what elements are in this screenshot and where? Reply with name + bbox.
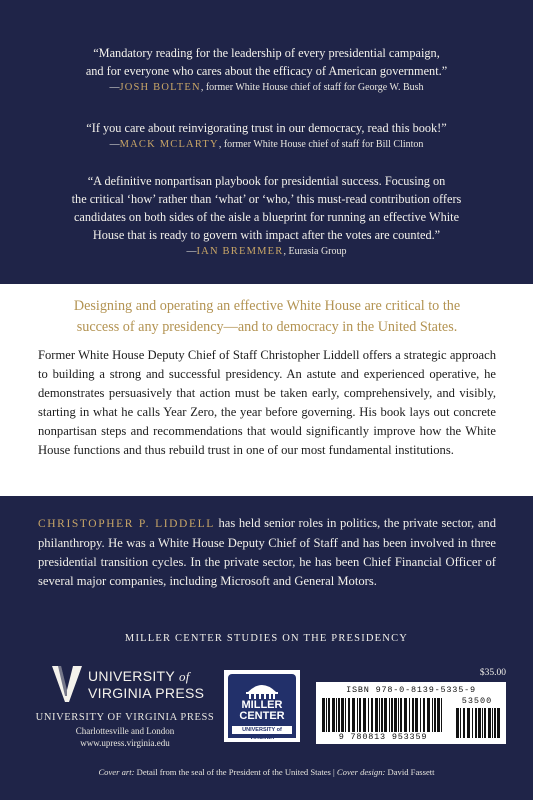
barcode-addon-number: 53500 [461,696,493,706]
uva-press-logo-text: UNIVERSITY of VIRGINIA PRESS [88,668,205,701]
quote-text-line: the critical ‘how’ rather than ‘what’ or ‘who,’ this must-read contribution offers [71,192,462,206]
rotunda-icon [228,676,296,700]
miller-center-logo: MILLER CENTER UNIVERSITY of VIRGINIA [224,670,300,742]
description-panel [0,284,533,496]
barcode-addon-bars-icon [456,708,500,738]
book-description: Former White House Deputy Chief of Staff Christopher Liddell offers a strategic approach to building a strong and successful presidency. An astute and experienced operative, he demonstrates persuasively that action must be taken early, comprehensively, and visibly, starting in what he calls Year Zero, the year before governing. His book lays out concrete nonpartisan steps and recommendations that would significantly improve how the White House functions and thus rebuild trust in one of our most fundamental institutions. [38,348,496,457]
quote-text-line: “A definitive nonpartisan playbook for presidential success. Focusing on [87,174,446,188]
quote-bremmer [28,172,505,260]
quote-role: , former White House chief of staff for Bill Clinton [218,139,424,150]
series-title: MILLER CENTER STUDIES ON THE PRESIDENCY [124,633,409,644]
author-name: CHRISTOPHER P. LIDDELL [38,518,215,530]
quote-role: , Eurasia Group [283,246,347,257]
quote-text-line: and for everyone who cares about the efficacy of American government.” [85,64,448,78]
quote-text-line: “Mandatory reading for the leadership of every presidential campaign, [93,46,440,60]
publisher-info [30,711,220,749]
author-bio [38,514,496,591]
price: $35.00 [479,668,506,678]
author-bio-text: has held senior roles in politics, the private sector, and philanthropy. He was a White House Deputy Chief of Staff and has been involved in three presidential transition cycles. In the private sector, he has been Chief Financial Officer of several major companies, including Microsoft and General Motors. [38,516,497,588]
quote-author: MACK MCLARTY [119,139,219,150]
quote-author: JOSH BOLTEN [119,82,201,93]
quote-mclarty [28,119,505,153]
quote-author: IAN BREMMER [196,246,284,257]
quote-role: , former White House chief of staff for George W. Bush [200,82,424,93]
quote-attribution: —MACK MCLARTY, former White House chief of staff for Bill Clinton [109,139,424,150]
quote-attribution: —IAN BREMMER, Eurasia Group [186,246,347,257]
uva-v-mark-icon [50,664,84,704]
isbn-text: ISBN 978-0-8139-5335-9 [346,685,476,695]
cover-credits: Cover art: Detail from the seal of the President of the United States | Cover design: David Fassett [98,767,435,777]
praise-panel [0,0,533,284]
quote-text-line: candidates on both sides of the aisle a blueprint for running an effective White [73,210,460,224]
barcode-bars-icon [322,698,446,732]
quote-bolten [28,44,505,96]
barcode [316,682,506,744]
quote-text-line: “If you care about reinvigorating trust in our democracy, read this book!” [86,121,447,135]
publisher-url: www.upress.virginia.edu [80,738,170,748]
barcode-number: 9 780813 953359 [338,732,428,742]
quote-attribution: —JOSH BOLTEN, former White House chief of staff for George W. Bush [109,82,424,93]
publisher-location: Charlottesville and London [75,726,175,736]
lead-statement: Designing and operating an effective White House are critical to the success of any presidency—and to democracy in the United States. [73,298,461,335]
publisher-name: UNIVERSITY OF VIRGINIA PRESS [35,712,215,723]
quote-text-line: House that is ready to govern with impact after the votes are counted.” [92,228,441,242]
uva-press-logo [50,664,210,704]
